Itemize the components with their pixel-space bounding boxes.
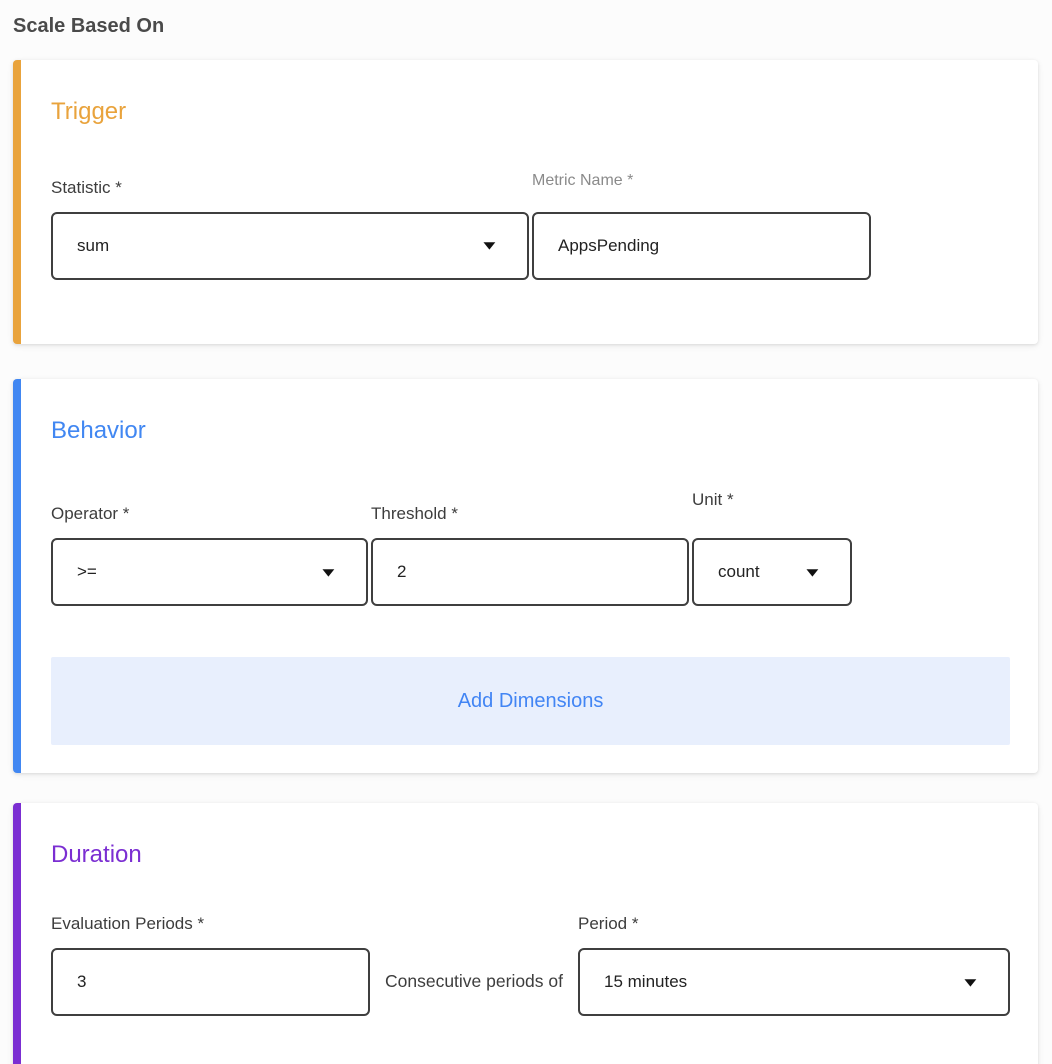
chevron-down-icon: ▼: [802, 564, 823, 580]
statistic-label: Statistic *: [51, 177, 122, 197]
consecutive-periods-text: Consecutive periods of: [384, 971, 564, 992]
behavior-card: [13, 379, 1038, 773]
threshold-input[interactable]: [371, 538, 689, 606]
chevron-down-icon: ▼: [960, 975, 981, 990]
unit-select[interactable]: [692, 538, 852, 606]
operator-select[interactable]: [51, 538, 368, 606]
operator-field-group: [51, 504, 368, 606]
evaluation-periods-input[interactable]: [51, 948, 370, 1016]
unit-label: Unit *: [692, 489, 734, 509]
duration-card-title: Duration: [51, 841, 142, 869]
metric-name-input[interactable]: [532, 212, 871, 280]
trigger-card-title: Trigger: [51, 98, 127, 125]
statistic-field-group: [51, 178, 529, 280]
unit-field-group: [692, 490, 852, 606]
period-field-group: [578, 914, 1010, 1016]
behavior-card-title: Behavior: [51, 416, 146, 444]
chevron-down-icon: ▼: [318, 564, 339, 580]
statistic-select[interactable]: [51, 212, 529, 280]
statistic-selected-value: sum: [77, 235, 110, 255]
metric-name-field-group: [532, 171, 871, 280]
threshold-label: Threshold *: [371, 503, 458, 523]
evaluation-periods-label: Evaluation Periods *: [51, 913, 205, 933]
period-select[interactable]: [578, 948, 1010, 1016]
duration-card: [13, 803, 1038, 1064]
unit-selected-value: count: [718, 562, 760, 582]
threshold-field-group: [371, 504, 689, 606]
page-title: Scale Based On: [13, 15, 165, 37]
add-dimensions-button[interactable]: Add Dimensions: [51, 657, 1010, 745]
metric-name-label: Metric Name *: [532, 171, 634, 189]
evaluation-periods-field-group: [51, 914, 370, 1016]
period-selected-value: 15 minutes: [604, 972, 688, 992]
chevron-down-icon: ▼: [479, 238, 500, 254]
trigger-card: [13, 60, 1038, 344]
period-label: Period *: [578, 913, 639, 933]
operator-selected-value: >=: [77, 562, 97, 582]
operator-label: Operator *: [51, 503, 130, 523]
